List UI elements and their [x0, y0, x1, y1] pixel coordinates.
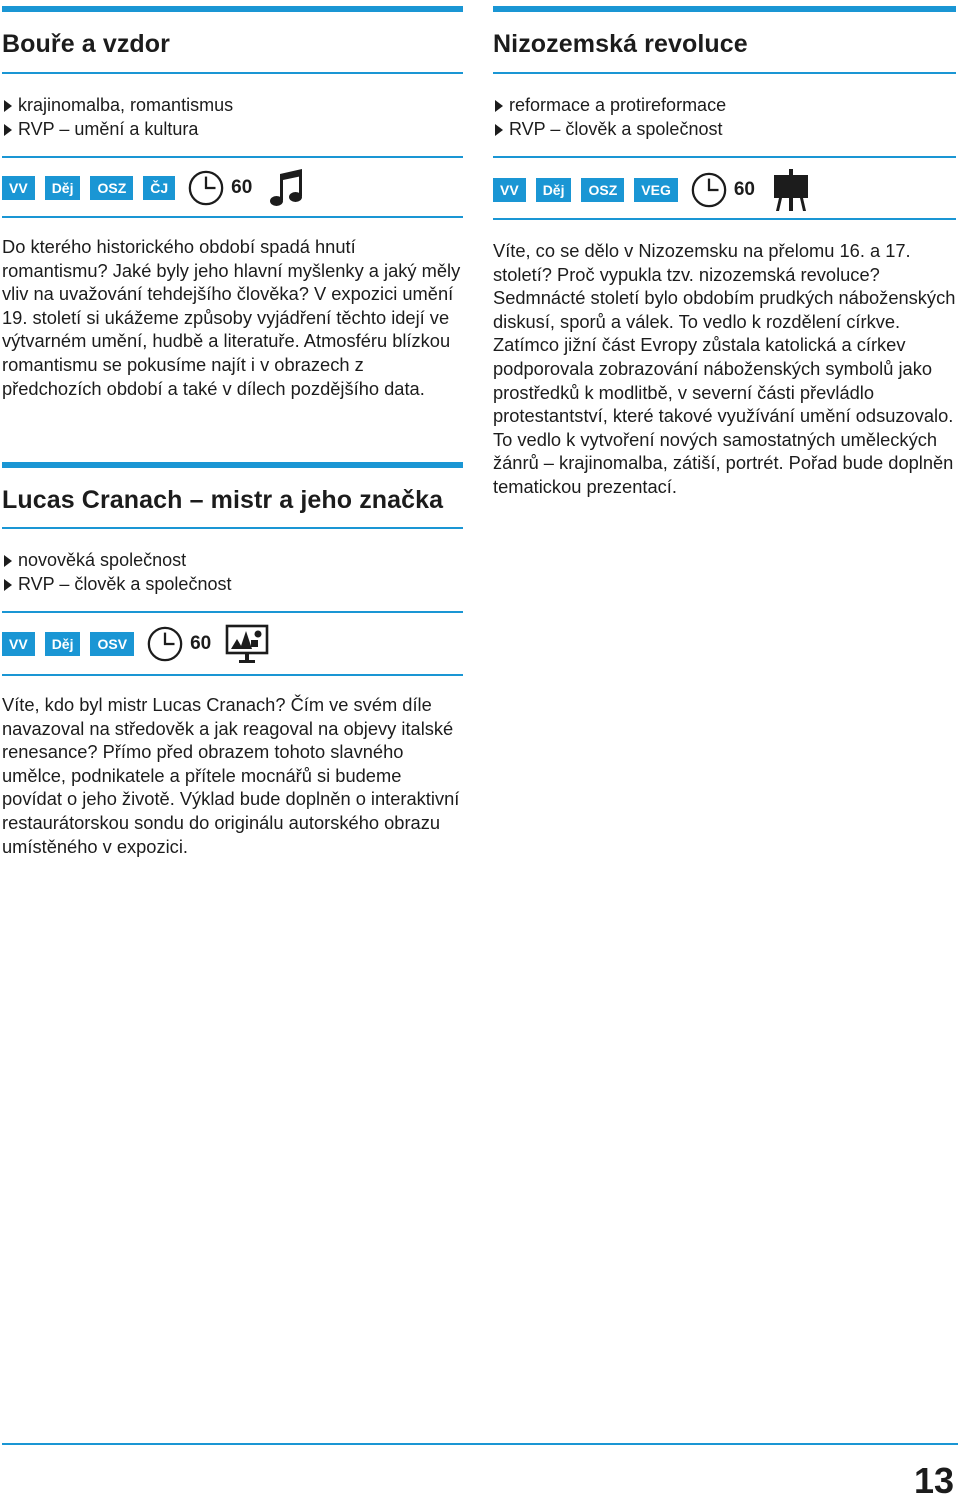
triangle-bullet-icon: [4, 579, 12, 591]
divider: [493, 156, 956, 158]
divider: [2, 674, 463, 676]
section-title: Nizozemská revoluce: [493, 30, 748, 58]
duration-minutes: 60: [231, 177, 253, 198]
duration-minutes: 60: [733, 179, 755, 200]
divider: [2, 611, 463, 613]
music-note-icon: [266, 166, 310, 210]
triangle-bullet-icon: [495, 100, 503, 112]
divider: [2, 156, 463, 158]
divider: [2, 216, 463, 218]
triangle-bullet-icon: [495, 124, 503, 136]
subject-badge: VV: [2, 632, 35, 656]
description-text: Víte, kdo byl mistr Lucas Cranach? Čím ve svém díle navazoval na středověk a jak reagoval na objevy italské renesance? Přímo před obrazem tohoto slavného umělce, podnikatele a přítele mocnářů si budeme povídat o jeho životě. Výklad bude doplněn o interaktivní restaurátorskou sondu do originálu autorského obrazu umístěného v expozici.: [2, 694, 460, 857]
meta-row: [2, 624, 269, 664]
triangle-bullet-icon: [4, 555, 12, 567]
subject-badge: Děj: [536, 178, 572, 202]
description-text: Do kterého historického období spadá hnutí romantismu? Jaké byly jeho hlavní myšlenky a jaký měly vliv na uvažování tehdejšího člověka? V expozici umění 19. století si ukážeme způsoby vyjádření těchto idejí ve výtvarném umění, hudbě a literatuře. Atmosféru blízkou romantismu se pokusíme najít i v obrazech z předchozích období a také v dílech pozdějšího data.: [2, 236, 461, 399]
triangle-bullet-icon: [4, 124, 12, 136]
topic-item: krajinomalba, romantismus: [2, 94, 233, 118]
clock-icon: [187, 169, 225, 207]
topic-list: [2, 549, 231, 596]
section-top-bar: [493, 6, 956, 12]
section-top-bar: [2, 462, 463, 468]
topic-item: reformace a protireformace: [493, 94, 726, 118]
subject-badge: VV: [2, 176, 35, 200]
divider: [493, 218, 956, 220]
topic-item: RVP – člověk a společnost: [2, 573, 231, 597]
topic-item: novověká společnost: [2, 549, 231, 573]
page-number: 13: [913, 1460, 954, 1501]
clock-icon: [146, 625, 184, 663]
subject-badge: OSZ: [90, 176, 133, 200]
section-title: Lucas Cranach – mistr a jeho značka: [2, 486, 444, 514]
subject-badge: Děj: [45, 176, 81, 200]
duration-minutes: 60: [190, 633, 212, 654]
subject-badge: ČJ: [143, 176, 175, 200]
divider: [2, 72, 463, 74]
subject-badge: VEG: [634, 178, 678, 202]
topic-list: [493, 94, 726, 141]
topic-list: [2, 94, 233, 141]
meta-row: [493, 170, 813, 210]
subject-badge: VV: [493, 178, 526, 202]
description-text: Víte, co se dělo v Nizozemsku na přelomu 16. a 17. století? Proč vypukla tzv. nizozemská revoluce? Sedmnácté století bylo obdobím prudkých náboženských diskusí, sporů a válek. To vedlo k rozdělení církve. Zatímco jižní část Evropy zůstala katolická a církev podporovala zobrazování náboženských symbolů jako prostředků k modlitbě, v severní části převládlo protestantství, které takové využívání umění odsuzovalo. To vedlo k vytvoření nových samostatných uměleckých žánrů – krajinomalba, zátiší, portrét. Pořad bude doplněn tematickou prezentací.: [493, 240, 956, 497]
meta-row: [2, 168, 310, 208]
divider: [493, 72, 956, 74]
subject-badge: OSZ: [581, 178, 624, 202]
footer-divider: [2, 1443, 958, 1445]
triangle-bullet-icon: [4, 100, 12, 112]
section-title: Bouře a vzdor: [2, 30, 170, 58]
clock-icon: [690, 171, 728, 209]
easel-icon: [769, 168, 813, 212]
section-top-bar: [2, 6, 463, 12]
subject-badge: OSV: [90, 632, 134, 656]
topic-item: RVP – člověk a společnost: [493, 118, 726, 142]
divider: [2, 527, 463, 529]
topic-item: RVP – umění a kultura: [2, 118, 233, 142]
subject-badge: Děj: [45, 632, 81, 656]
presentation-screen-icon: [225, 622, 269, 666]
